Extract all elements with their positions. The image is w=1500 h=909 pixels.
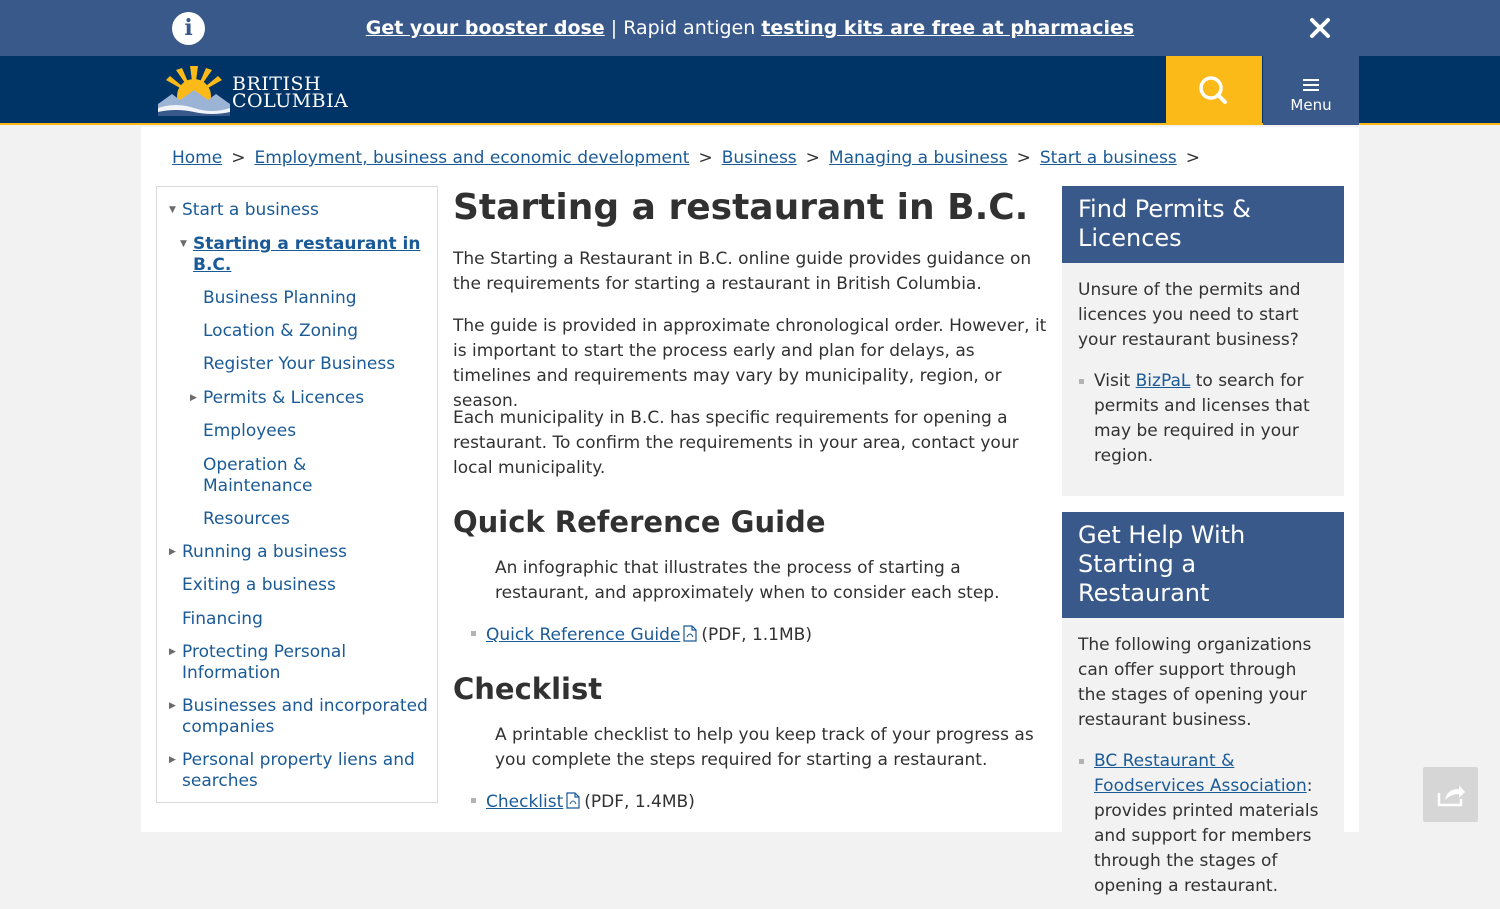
menu-label: Menu [1290, 96, 1332, 114]
checklist-link[interactable]: Checklist [486, 792, 564, 812]
nav-label: Starting a restaurant in [193, 234, 421, 254]
search-icon [1166, 56, 1262, 125]
checklist-heading: Checklist [453, 672, 603, 706]
bizpal-suffix: to search for permits and licenses that may be required in your region. [1094, 371, 1310, 466]
alert-text [0, 15, 1500, 41]
nav-label: Maintenance [203, 476, 313, 496]
alert-mid-text: Rapid antigen [623, 17, 762, 39]
breadcrumb-managing[interactable]: Managing a business [828, 148, 1008, 168]
logo-wordmark [232, 73, 349, 112]
nav-label: Permits & Licences [203, 388, 365, 408]
get-help-box [1062, 512, 1344, 896]
logo-line-1: BRITISH [232, 73, 322, 95]
nav-label: Information [182, 663, 281, 683]
quick-reference-item [471, 623, 812, 647]
nav-label: Start a business [182, 200, 319, 220]
nav-label: Businesses and incorporated [182, 696, 428, 716]
bc-logo[interactable] [156, 66, 349, 116]
nav-start-business[interactable] [169, 200, 319, 221]
search-button[interactable] [1166, 56, 1262, 125]
nav-resources[interactable]: Resources [203, 509, 290, 529]
breadcrumb-separator: > [231, 148, 246, 168]
collapsed-triangle-icon: ▶ [190, 393, 197, 403]
bcrfa-link[interactable]: BC Restaurant & Foodservices Association [1094, 751, 1307, 796]
breadcrumb [172, 146, 1209, 170]
nav-label: Protecting Personal [182, 642, 347, 662]
expanded-triangle-icon: ▼ [169, 205, 176, 215]
breadcrumb-business[interactable]: Business [721, 148, 797, 168]
intro-paragraph: The Starting a Restaurant in B.C. online guide provides guidance on the requirements for starting a restaurant in British Columbia. [453, 249, 1032, 294]
bcrfa-bullet [1078, 749, 1328, 899]
breadcrumb-separator: > [1185, 148, 1200, 168]
nav-business-planning[interactable]: Business Planning [203, 288, 357, 308]
bizpal-prefix: Visit [1094, 371, 1136, 391]
nav-running-business[interactable] [169, 542, 347, 563]
pdf-file-icon [682, 625, 698, 642]
find-permits-text: Unsure of the permits and licences you need to start your restaurant business? [1078, 280, 1301, 350]
collapsed-triangle-icon: ▶ [169, 701, 176, 711]
breadcrumb-employment[interactable]: Employment, business and economic development [254, 148, 690, 168]
bullet-icon [1079, 379, 1084, 384]
logo-line-2: COLUMBIA [232, 90, 349, 112]
chronology-paragraph: The guide is provided in approximate chronological order. However, it is important to start the process early and plan for delays, as timelines and requirements may vary by municipality, region, or season. [453, 316, 1047, 411]
bullet-icon [471, 798, 476, 803]
nav-register-business[interactable]: Register Your Business [203, 354, 396, 374]
close-icon[interactable] [1306, 14, 1334, 42]
get-help-text: The following organizations can offer support through the stages of opening your restaurant business. [1078, 635, 1312, 730]
quick-reference-meta: (PDF, 1.1MB) [701, 625, 812, 645]
collapsed-triangle-icon: ▶ [169, 647, 176, 657]
bizpal-bullet [1078, 369, 1328, 469]
hamburger-icon [1301, 78, 1321, 92]
pdf-file-icon [565, 792, 581, 809]
get-help-title: Get Help With Starting a Restaurant [1062, 512, 1344, 618]
checklist-meta: (PDF, 1.4MB) [584, 792, 695, 812]
breadcrumb-separator: > [805, 148, 820, 168]
nav-exiting-business[interactable]: Exiting a business [182, 575, 336, 595]
nav-location-zoning[interactable]: Location & Zoning [203, 321, 359, 341]
collapsed-triangle-icon: ▶ [169, 547, 176, 557]
menu-button[interactable] [1263, 56, 1359, 125]
share-icon [1423, 767, 1478, 822]
share-button[interactable] [1423, 767, 1478, 822]
testing-kits-link[interactable]: testing kits are free at pharmacies [761, 17, 1135, 39]
site-header [0, 56, 1500, 125]
info-icon: i [172, 12, 205, 45]
nav-starting-restaurant[interactable] [180, 234, 423, 276]
expanded-triangle-icon: ▼ [180, 239, 187, 249]
checklist-description: A printable checklist to help you keep track of your progress as you complete the steps required for starting a restaurant. [495, 725, 1034, 770]
quick-reference-description: An infographic that illustrates the process of starting a restaurant, and approximately when to consider each step. [495, 558, 1000, 603]
breadcrumb-start[interactable]: Start a business [1039, 148, 1177, 168]
nav-label: searches [182, 771, 258, 791]
page-title: Starting a restaurant in B.C. [453, 187, 1029, 228]
quick-reference-heading: Quick Reference Guide [453, 505, 826, 539]
nav-label: B.C. [193, 255, 232, 275]
collapsed-triangle-icon: ▶ [169, 755, 176, 765]
find-permits-title: Find Permits & Licences [1062, 186, 1344, 263]
nav-permits-licences[interactable] [190, 388, 365, 409]
bullet-icon [471, 631, 476, 636]
find-permits-body [1062, 263, 1344, 479]
breadcrumb-home[interactable]: Home [172, 148, 223, 168]
nav-label: Operation & [203, 455, 307, 475]
bizpal-link[interactable]: BizPaL [1135, 371, 1191, 391]
checklist-item [471, 790, 695, 814]
nav-employees[interactable]: Employees [203, 421, 297, 441]
nav-businesses-incorporated[interactable] [169, 696, 428, 738]
nav-operation-maintenance[interactable] [203, 455, 312, 497]
nav-label: Personal property liens and [182, 750, 415, 770]
breadcrumb-separator: > [1016, 148, 1031, 168]
breadcrumb-separator: > [698, 148, 713, 168]
find-permits-box [1062, 186, 1344, 496]
nav-protecting-information[interactable] [169, 642, 347, 684]
bcrfa-suffix: : provides printed materials and support for members through the stages of opening a restaurant. [1094, 776, 1319, 896]
sun-mountain-logo-icon [156, 66, 232, 116]
nav-financing[interactable]: Financing [182, 609, 263, 629]
quick-reference-link[interactable]: Quick Reference Guide [486, 625, 681, 645]
alert-banner [0, 0, 1500, 56]
nav-label: Running a business [182, 542, 347, 562]
booster-dose-link[interactable]: Get your booster dose [365, 17, 605, 39]
municipality-paragraph: Each municipality in B.C. has specific requirements for opening a restaurant. To confirm the requirements in your area, contact your local municipality. [453, 408, 1019, 478]
bullet-icon [1079, 759, 1084, 764]
get-help-body [1062, 618, 1344, 909]
alert-separator: | [604, 17, 624, 39]
nav-label: companies [182, 717, 275, 737]
nav-property-liens[interactable] [169, 750, 415, 792]
